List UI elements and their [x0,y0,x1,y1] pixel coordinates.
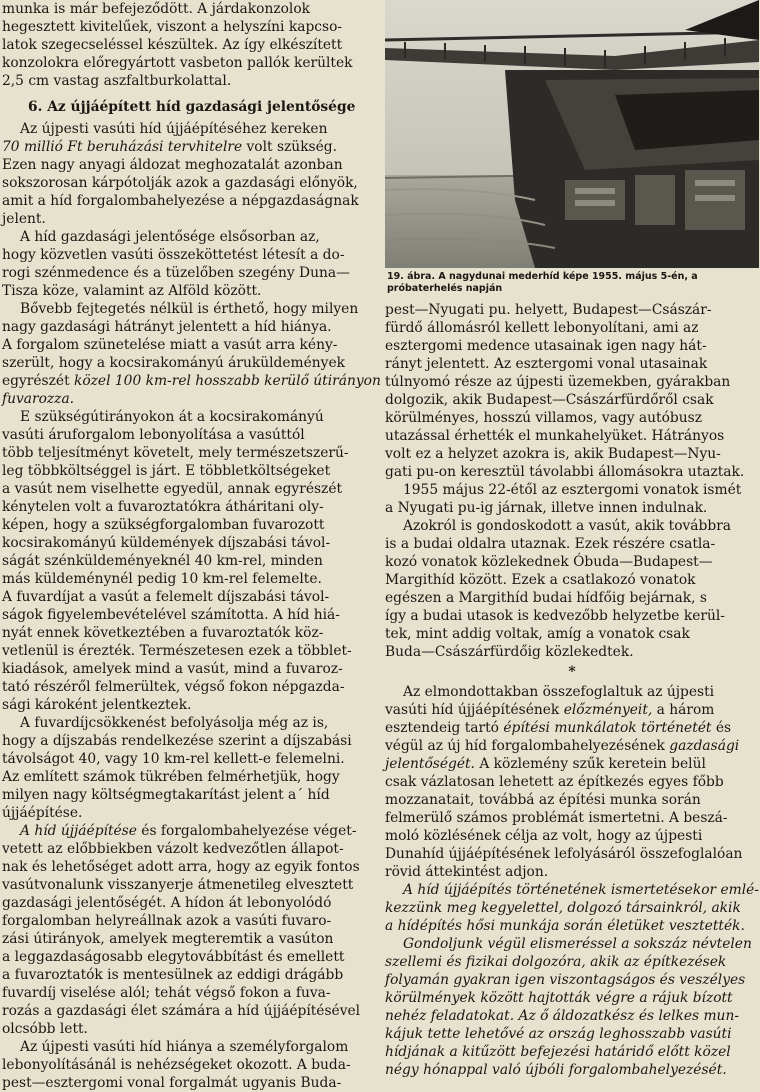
right-text-column [385,0,759,1079]
text-line: a leggazdaságosabb elegytovábbítást és emellett [2,949,345,965]
section-separator: * [568,664,576,680]
text-line: Az újpesti vasúti híd hiánya a személyforgalom [20,1039,349,1055]
text-line: Bővebb fejtegetés nélkül is érthető, hogy milyen [20,301,359,317]
text-line: kiadások, amelyek mind a vasút, mind a fuvaroz- [2,661,343,677]
left-text-column [2,0,381,1092]
section-heading: 6. Az újjáépített híd gazdasági jelentősége [28,99,356,115]
text-line: csak vázlatosan lehetett az építkezés egyes főbb [385,774,724,790]
text-line: vetett az előbbiekben vázolt kedvezőtlen állapot- [2,841,344,857]
text-line: moló közlésének célja az volt, hogy az újpesti [385,828,703,844]
right-text-lines [385,301,759,1079]
text-line: felmerülő számos problémát ismertetni. A beszá- [385,810,728,826]
text-line: a vasút nem viselhette egyedül, annak egyrészét [2,481,343,497]
text-line: Dunahíd újjáépítésének lefolyásáról összefoglalóan [385,846,743,862]
text-line: kénytelen volt a fuvaroztatókra átháritani oly- [2,499,324,515]
text-line: amit a híd forgalombahelyezése a népgazdaságnak [2,193,359,209]
text-line: vasúti híd újjáépítésének előzményeit, a három [385,702,715,718]
text-line: rányt jelentett. Az esztergomi vonal utasainak [385,356,708,372]
text-line: vetlenül is érezték. Természetesen ezek a többlet- [2,643,352,659]
text-line: latok szegecseléssel készültek. Az így elkészített [2,37,343,53]
text-line: 2,5 cm vastag aszfaltburkolattal. [2,73,232,89]
text-line: kezzünk meg kegyelettel, dolgozó társainkról, akik [385,900,741,916]
figure-caption: 19. ábra. A nagydunai mederhíd képe 1955. május 5-én, a próbaterhelés napján [387,271,698,294]
text-line: milyen nagy költségmegtakarítást jelent a´ híd [2,787,330,803]
text-line: Az említett számok tükrében felmérhetjük, hogy [2,769,340,785]
text-line: vasútvonalunk visszanyerje átmenetileg elvesztett [2,877,354,893]
text-line: sági károként jelentkeztek. [2,697,192,713]
text-line: Gondoljunk végül elismeréssel a sokszáz névtelen [403,936,752,952]
text-line: egyrészét közel 100 km-rel hosszabb kerülő útirányon [2,373,381,389]
text-line: végül az új híd forgalombahelyezésének gazdasági [385,738,740,754]
text-line: gati pu-on keresztül távolabbi állomásokra utaztak. [385,464,745,480]
text-line: Buda—Császárfürdőig közlekedtek. [385,644,634,660]
text-line: ságok figyelembevételével számította. A híd hiá- [2,607,340,623]
text-line: pest—Nyugati pu. helyett, Budapest—Császár- [385,302,712,318]
text-line: túlnyomó része az újpesti üzemekben, gyárakban [385,374,731,390]
text-line: pest—esztergomi vonal forgalmát ugyanis Buda- [2,1075,342,1091]
text-line: a Nyugati pu-ig járnak, illetve innen indulnak. [385,500,708,516]
text-line: Az elmondottakban összefoglaltuk az újpesti [403,684,715,700]
text-line: 70 millió Ft beruházási tervhitelre volt szükség. [2,139,338,155]
text-line: hídjának a kitűzött befejezési határidő előtt közel [385,1044,731,1060]
text-line: szerült, hogy a kocsirakományú áruküldemények [2,355,345,371]
text-line: sokszorosan kárpótolják azok a gazdasági előnyök, [2,175,358,191]
text-line: lebonyolításánál is nehézségeket okozott. A buda- [2,1057,351,1073]
bridge-photo-illustration [385,0,759,268]
text-line: A híd újjáépítés történetének ismertetésekor emlé- [403,882,759,898]
text-line: több teljesítményt követelt, mely természetszerű- [2,445,349,461]
text-line: olcsóbb lett. [2,1021,88,1037]
text-line: szellemi és fizikai dolgozóra, akik az építkezések [385,954,727,970]
text-line: hegesztett kivitelűek, viszont a helyszíni kapcso- [2,19,343,35]
text-line: kájuk tette lehetővé az ország leghosszabb vasúti [385,1026,732,1042]
text-line: nyát ennek következtében a fuvaroztatók köz- [2,625,324,641]
text-line: nehéz feladatokat. Az ő áldozatkész és lelkes mun- [385,1008,739,1024]
text-line: A híd újjáépítése és forgalombahelyezése véget- [20,823,357,839]
text-line: A forgalom szünetelése miatt a vasút arra kény- [2,337,338,353]
text-line: 1955 május 22-étől az esztergomi vonatok ismét [403,482,742,498]
text-line: körülmények között hajtották végre a rájuk bízott [385,990,733,1006]
text-line: vasúti áruforgalom lebonyolítása a vasúttól [2,427,305,443]
text-line: utazással érhették el munkahelyüket. Hátrányos [385,428,725,444]
text-line: nagy gazdasági hátrányt jelentett a híd hiánya. [2,319,332,335]
text-line: A fuvardíjcsökkenést befolyásolja még az is, [20,715,329,731]
text-line: Margithíd között. Ezek a csatlakozó vonatok [385,572,696,588]
text-line: esztendeig tartó építési munkálatok történetét és [385,720,732,736]
text-line: rozás a gazdasági élet számára a híd újjáépítésével [2,1003,361,1019]
text-line: a fuvaroztatók is mentesülnek az eddigi drágább [2,967,344,983]
text-line: hogy közvetlen vasúti összeköttetést létesít a do- [2,247,345,263]
text-line: más küldeménynél pedig 10 km-rel felemelte. [2,571,322,587]
text-line: mozzanatait, továbbá az építési munka során [385,792,701,808]
text-line: nak és lehetőséget adott arra, hogy az egyik fontos [2,859,360,875]
text-line: Az újpesti vasúti híd újjáépítéséhez kereken [20,121,328,137]
text-line: tató részéről felmerültek, végső fokon népgazda- [2,679,345,695]
text-line: forgalomban helyreállnak azok a vasúti fuvaro- [2,913,332,929]
text-line: távolságot 40, vagy 10 km-rel kellett-e felemelni. [2,751,345,767]
text-line: is a budai oldalra utaznak. Ezek részére csatla- [385,536,716,552]
text-line: körülményes, hosszú villamos, vagy autóbusz [385,410,702,426]
text-line: jelentőségét. A közlemény szűk keretein belül [385,756,706,772]
text-line: jelent. [2,211,46,227]
text-line: fürdő állomásról kellett lebonyolítani, ami az [385,320,699,336]
text-line: ságát szénküldeményeknél 40 km-rel, minden [2,553,323,569]
text-line: Ezen nagy anyagi áldozat meghozatalát azonban [2,157,343,173]
text-line: volt ez a helyzet azokra is, akik Budapest—Nyu- [385,446,721,462]
text-line: így a budai utasok is kedvezőbb helyzetbe kerül- [385,608,725,624]
text-line: dolgozik, akik Budapest—Császárfürdőről csak [385,392,714,408]
text-line: újjáépítése. [2,805,83,821]
text-line: gazdasági jelentőségét. A hídon át lebonyolódó [2,895,332,911]
bridge-photo [385,0,759,268]
text-line: kozó vonatok közlekednek Óbuda—Budapest— [385,554,713,570]
text-line: Tisza köze, valamint az Alföld között. [2,283,262,299]
text-line: hogy a díjszabás rendelkezése szerint a díjszabási [2,733,352,749]
text-line: E szükségútirányokon át a kocsirakományú [20,409,324,425]
text-line: fuvardíj viselése alól; tehát végső fokon a fuva- [2,985,331,1001]
text-line: a hídépítés hősi munkája során életüket vesztették. [385,918,745,934]
text-line: fuvarozza. [2,391,75,407]
text-line: négy hónappal való újbóli forgalombahelyezését. [385,1062,727,1078]
text-line: egészen a Margithíd budai hídfőig bejárnak, s [385,590,707,606]
text-line: Azokról is gondoskodott a vasút, akik továbbra [403,518,732,534]
text-line: folyamán gyakran igen viszontagságos és veszélyes [385,972,746,988]
text-line: képen, hogy a szükségforgalomban fuvarozott [2,517,325,533]
text-line: kocsirakományú küldemények díjszabási távol- [2,535,331,551]
text-line: konzolokra előregyártott vasbeton pallók kerültek [2,55,353,71]
text-line: rövid áttekintést adjon. [385,864,549,880]
text-line: A fuvardíjat a vasút a felemelt díjszabási távol- [2,589,330,605]
text-line: tek, mint addig voltak, amíg a vonatok csak [385,626,690,642]
text-line: zási útirányok, amelyek megteremtik a vasúton [2,931,334,947]
text-line: esztergomi medence utasainak igen nagy hát- [385,338,707,354]
text-line: leg többköltséggel is járt. E többletköltségeket [2,463,331,479]
text-line: munka is már befejeződött. A járdakonzolok [2,1,310,17]
text-line: rogi szénmedence és a tüzelőben szegény Duna— [2,265,350,281]
text-line: A híd gazdasági jelentősége elsősorban az, [20,229,320,245]
